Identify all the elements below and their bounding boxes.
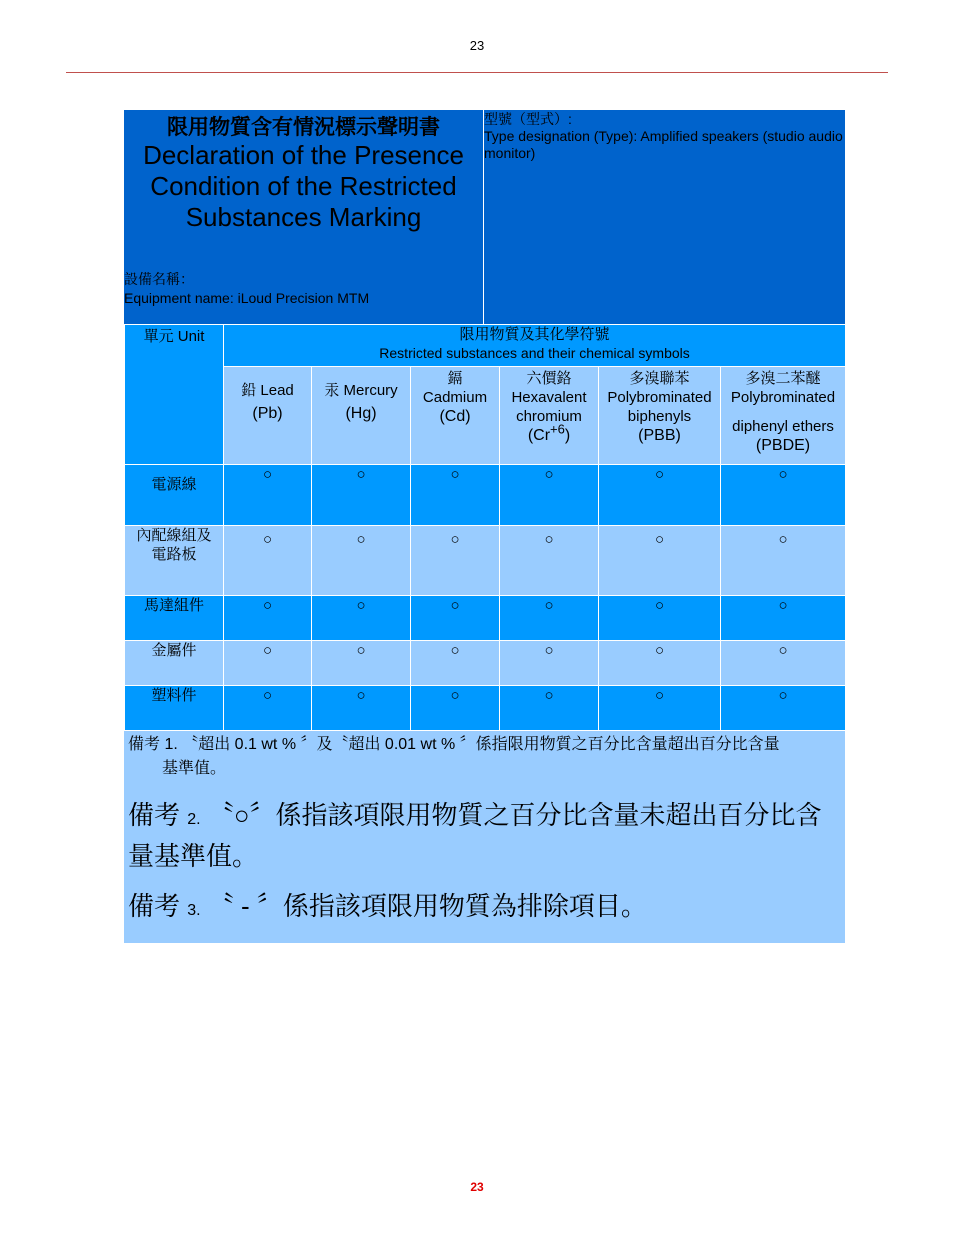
- substance-symbol: [500, 421, 598, 445]
- row-label-line1: 內配線組及: [136, 527, 212, 544]
- mark-cell: ○: [411, 526, 500, 596]
- substance-name: 鉛 Lead: [241, 382, 294, 399]
- substance-symbol: (Pb): [252, 405, 283, 422]
- mark-cell: ○: [721, 686, 846, 731]
- table-row: [125, 526, 846, 596]
- note-2-text: 〝○〞係指該項限用物質之百分比含量未超出百分比含量基準值。: [128, 800, 822, 871]
- substance-name: Polybrominated: [730, 389, 836, 406]
- substance-name: Hexavalent: [511, 389, 587, 406]
- symbol-close: ): [564, 427, 571, 444]
- mark-cell: ○: [411, 596, 500, 641]
- row-label-text: 馬達組件: [143, 597, 204, 614]
- mark-cell: ○: [599, 465, 721, 526]
- substance-name-cont: chromium: [516, 408, 582, 425]
- mark-cell: ○: [312, 526, 411, 596]
- mark-cell: ○: [500, 686, 599, 731]
- substance-name: Polybrominated: [607, 389, 712, 406]
- substance-pbb: [599, 367, 721, 465]
- substance-mercury: [312, 367, 411, 465]
- table-row: [125, 641, 846, 686]
- substance-cadmium: [411, 367, 500, 465]
- note-3: [128, 888, 841, 929]
- mark-cell: ○: [224, 686, 312, 731]
- mark-cell: ○: [312, 686, 411, 731]
- mark-cell: ○: [500, 641, 599, 686]
- substance-symbol: (Cd): [439, 408, 471, 425]
- note-1: [128, 733, 841, 781]
- substance-name-cont: biphenyls: [627, 408, 692, 425]
- substance-pbde: [721, 367, 846, 465]
- mark-cell: ○: [599, 686, 721, 731]
- row-label: [125, 465, 224, 526]
- header-rule: [66, 72, 888, 73]
- group-header-zh: 限用物質及其化學符號: [459, 326, 610, 343]
- note-2-prefix: 備考: [128, 800, 181, 830]
- equipment-label-zh: 設備名稱：: [124, 271, 194, 287]
- row-label: [125, 686, 224, 731]
- note-2: [128, 797, 841, 874]
- type-label-en: Type designation (Type): Amplified speakers (studio audio monitor): [484, 128, 843, 161]
- note-3-text: 〝 - 〞係指該項限用物質為排除項目。: [207, 891, 647, 921]
- unit-label: 單元 Unit: [143, 328, 205, 345]
- row-label-text: 金屬件: [151, 642, 197, 659]
- substance-name: 汞 Mercury: [324, 382, 398, 399]
- mark-cell: ○: [411, 465, 500, 526]
- row-label-text: 塑料件: [151, 687, 197, 704]
- substance-name-cont: diphenyl ethers: [732, 418, 834, 435]
- equipment-label-en: Equipment name: iLoud Precision MTM: [124, 290, 370, 306]
- substance-hexavalent-chromium: [500, 367, 599, 465]
- notes-section: [124, 731, 845, 943]
- page-number-top: 23: [469, 38, 485, 53]
- substance-group-header: [224, 325, 846, 367]
- mark-cell: ○: [411, 686, 500, 731]
- substance-symbol: (PBDE): [755, 437, 811, 454]
- type-designation: [484, 110, 845, 324]
- mark-cell: ○: [224, 526, 312, 596]
- table-row: [125, 686, 846, 731]
- table-row: [125, 465, 846, 526]
- rohs-declaration: [124, 110, 845, 943]
- mark-cell: ○: [411, 641, 500, 686]
- note-1-line1: 備考 1. 〝超出 0.1 wt % 〞及〝超出 0.01 wt % 〞係指限用物質之百分比含量超出百分比含量: [128, 736, 780, 753]
- mark-cell: ○: [721, 526, 846, 596]
- substance-name-zh: 多溴二苯醚: [745, 370, 821, 387]
- mark-cell: ○: [599, 596, 721, 641]
- mark-cell: ○: [312, 596, 411, 641]
- mark-cell: ○: [224, 465, 312, 526]
- unit-header: [125, 325, 224, 465]
- mark-cell: ○: [500, 526, 599, 596]
- substance-name-zh: 多溴聯苯: [629, 370, 690, 387]
- symbol-text: (Cr: [527, 427, 551, 444]
- title-row: [124, 110, 845, 324]
- mark-cell: ○: [721, 465, 846, 526]
- mark-cell: ○: [500, 465, 599, 526]
- substance-name-zh: 六價鉻: [526, 370, 572, 387]
- row-label: [125, 641, 224, 686]
- mark-cell: ○: [312, 465, 411, 526]
- row-label-line2: 電路板: [151, 546, 197, 563]
- note-3-prefix: 備考: [128, 891, 181, 921]
- title-block: [124, 110, 484, 324]
- title-en: Declaration of the Presence Condition of the Restricted Substances Marking: [143, 140, 464, 232]
- mark-cell: ○: [721, 641, 846, 686]
- substance-symbol: (Hg): [345, 405, 377, 422]
- substance-lead: [224, 367, 312, 465]
- title-zh: 限用物質含有情況標示聲明書: [167, 115, 440, 139]
- substance-name: Cadmium: [422, 389, 488, 406]
- substance-symbol: (PBB): [638, 427, 681, 444]
- row-label: [125, 596, 224, 641]
- mark-cell: ○: [224, 596, 312, 641]
- row-label: [125, 526, 224, 596]
- page-number-bottom: 23: [470, 1180, 484, 1194]
- equipment-name: [124, 270, 369, 308]
- mark-cell: ○: [312, 641, 411, 686]
- substance-table: [124, 324, 846, 731]
- substance-name-zh: 鎘: [447, 370, 463, 387]
- mark-cell: ○: [599, 641, 721, 686]
- row-label-text: 電源線: [151, 476, 197, 493]
- mark-cell: ○: [500, 596, 599, 641]
- mark-cell: ○: [721, 596, 846, 641]
- symbol-superscript: +6: [550, 421, 565, 437]
- note-2-number: 2.: [187, 811, 201, 828]
- table-row: [125, 596, 846, 641]
- type-label-zh: 型號（型式）:: [484, 111, 572, 127]
- note-3-number: 3.: [187, 902, 201, 919]
- note-1-line2: 基準值。: [162, 760, 227, 777]
- mark-cell: ○: [599, 526, 721, 596]
- group-header-en: Restricted substances and their chemical symbols: [379, 345, 690, 361]
- mark-cell: ○: [224, 641, 312, 686]
